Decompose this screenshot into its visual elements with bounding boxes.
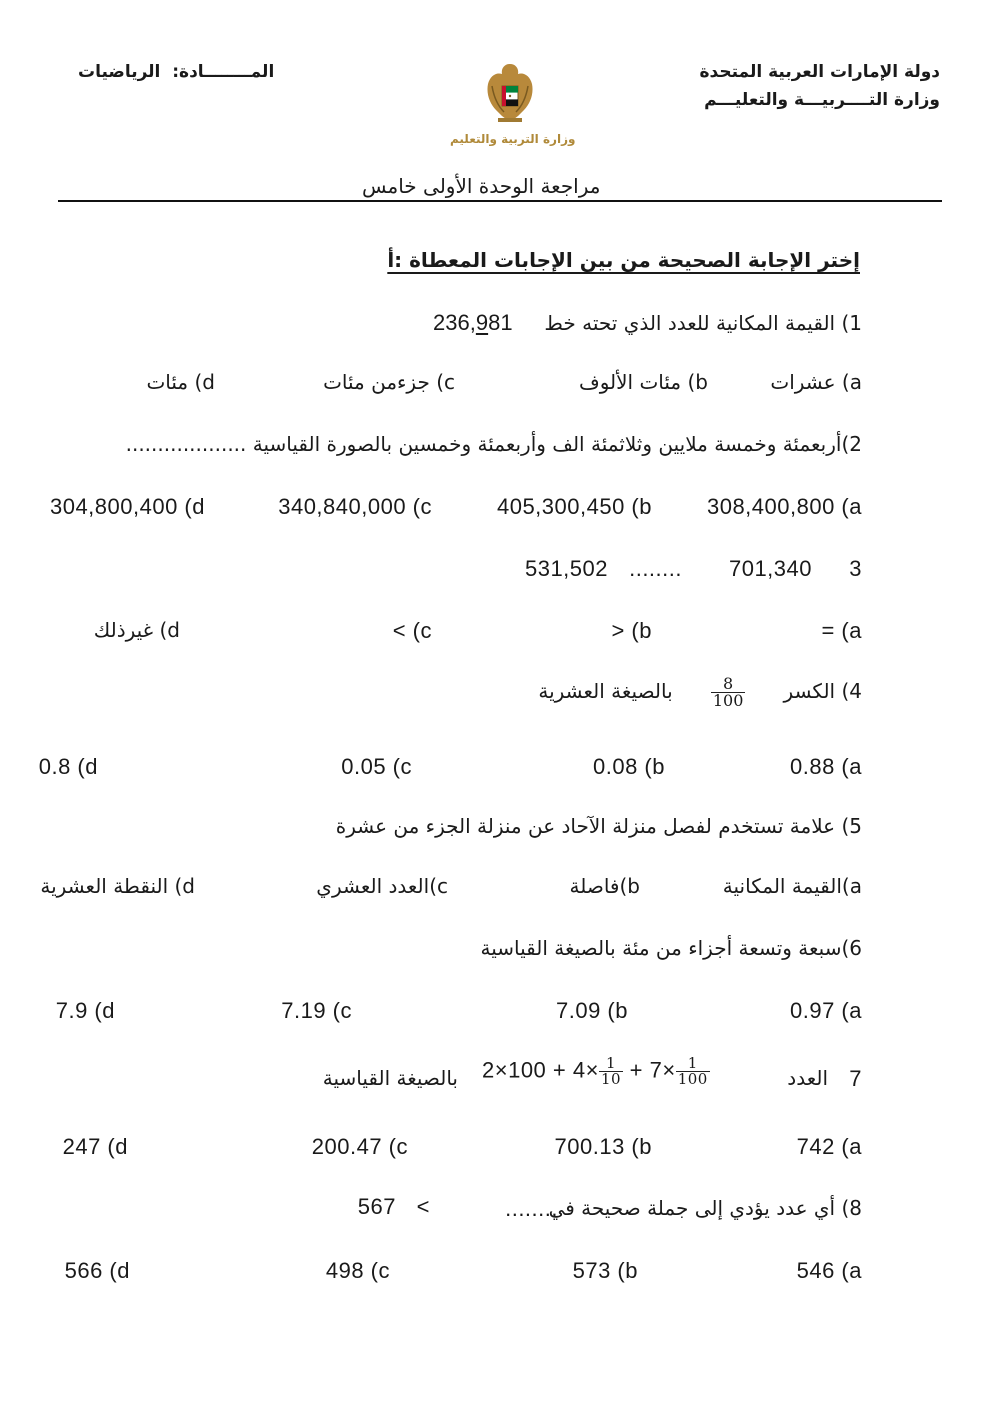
q8-option-b[interactable]: 573 (b: [572, 1258, 638, 1283]
fraction-1-over-100: [676, 1056, 710, 1087]
question-2-text: 2)أربعمئة وخمسة ملايين وثلاثمئة الف وأربعمئة وخمسين بالصورة القياسية ...................: [125, 432, 862, 456]
ministry-name: وزارة التــــربيـــة والتعليـــم: [704, 90, 940, 110]
q8-option-a[interactable]: 546 (a: [796, 1258, 862, 1283]
ministry-logo-caption: وزارة التربية والتعليم: [450, 132, 576, 146]
subject-label: المــــــــادة:: [172, 62, 275, 82]
question-4-prefix: 4) الكسر: [783, 679, 862, 703]
q6-option-b[interactable]: 7.09 (b: [556, 998, 628, 1023]
q3-option-d[interactable]: d) غيرذلك: [93, 618, 180, 642]
question-8-symbol: <: [416, 1194, 430, 1219]
q7-option-a[interactable]: 742 (a: [796, 1134, 862, 1159]
question-4: [538, 676, 862, 709]
subject-value: الرياضيات: [78, 62, 161, 82]
q2-option-a[interactable]: 308,400,800 (a: [706, 494, 862, 519]
question-7-expression: [482, 1056, 710, 1087]
question-7-num: 7: [849, 1066, 862, 1091]
q5-option-c[interactable]: c)العدد العشري: [316, 874, 448, 898]
fraction-denominator: 100: [677, 1070, 708, 1088]
q1-option-d[interactable]: d) مئات: [146, 370, 215, 394]
q5-option-d[interactable]: d) النقطة العشرية: [40, 874, 195, 898]
q1-option-b[interactable]: b) مئات الألوف: [578, 370, 708, 394]
fraction-numerator: 8: [711, 676, 746, 693]
instruction: إختر الإجابة الصحيحة من بين الإجابات المعطاة :أ: [387, 248, 860, 272]
fraction-numerator: 1: [676, 1056, 710, 1072]
q1-option-a[interactable]: a) عشرات: [770, 370, 862, 394]
q6-option-a[interactable]: 0.97 (a: [790, 998, 862, 1023]
q7-option-c[interactable]: 200.47 (c: [311, 1134, 408, 1159]
expression-part: 2×100 + 4×: [482, 1057, 599, 1083]
q6-option-c[interactable]: 7.19 (c: [281, 998, 352, 1023]
q4-option-a[interactable]: 0.88 (a: [790, 754, 862, 779]
question-8-blank: ........: [505, 1196, 558, 1221]
q5-option-a[interactable]: a)القيمة المكانية: [722, 874, 862, 898]
subject-line: [78, 62, 274, 82]
expression-part: + 7×: [629, 1057, 676, 1083]
question-4-suffix: بالصيغة العشرية: [538, 679, 673, 703]
q4-option-b[interactable]: 0.08 (b: [593, 754, 665, 779]
q7-option-b[interactable]: 700.13 (b: [554, 1134, 652, 1159]
q8-option-d[interactable]: 566 (d: [64, 1258, 130, 1283]
q5-option-b[interactable]: b)فاصلة: [569, 874, 640, 898]
q4-option-c[interactable]: 0.05 (c: [341, 754, 412, 779]
question-6-text: 6)سبعة وتسعة أجزاء من مئة بالصيغة القياسية: [480, 936, 862, 960]
fraction-denominator: 100: [712, 691, 744, 710]
underlined-digit: 9: [475, 310, 489, 335]
q8-option-c[interactable]: 498 (c: [325, 1258, 390, 1283]
q2-option-d[interactable]: 304,800,400 (d: [49, 494, 205, 519]
question-5-text: 5) علامة تستخدم لفصل منزلة الآحاد عن منزلة الجزء من عشرة: [335, 814, 862, 838]
question-1: [433, 310, 862, 336]
fraction-numerator: 1: [599, 1056, 623, 1072]
fraction-8-over-100: [711, 676, 746, 709]
question-8-value: 567: [357, 1194, 396, 1219]
number-part: 81: [488, 310, 513, 335]
fraction-denominator: 10: [600, 1070, 622, 1088]
question-3-left-number: 701,340: [728, 556, 812, 581]
page-title: مراجعة الوحدة الأولى خامس: [362, 174, 601, 198]
q4-option-d[interactable]: 0.8 (d: [38, 754, 98, 779]
question-3-num: 3: [849, 556, 862, 581]
q7-option-d[interactable]: 247 (d: [62, 1134, 128, 1159]
fraction-1-over-10: [599, 1056, 623, 1087]
question-1-text: 1) القيمة المكانية للعدد الذي تحته خط: [544, 311, 862, 335]
q2-option-c[interactable]: 340,840,000 (c: [278, 494, 432, 519]
q1-option-c[interactable]: c) جزءمن مئات: [323, 370, 455, 394]
q2-option-b[interactable]: 405,300,450 (b: [496, 494, 652, 519]
question-3-blank: ........: [629, 556, 682, 581]
question-8-text: 8) أي عدد يؤدي إلى جملة صحيحة في: [548, 1196, 862, 1220]
q6-option-d[interactable]: 7.9 (d: [55, 998, 115, 1023]
number-part: 236,: [433, 310, 476, 335]
header-divider: [58, 200, 942, 202]
question-7-label: العدد: [787, 1066, 828, 1090]
q3-option-c[interactable]: < (c: [392, 618, 432, 643]
q3-option-a[interactable]: = (a: [821, 618, 862, 643]
q3-option-b[interactable]: > (b: [611, 618, 652, 643]
question-7-suffix: بالصيغة القياسية: [322, 1066, 458, 1090]
question-1-number: [433, 310, 513, 335]
country-name: دولة الإمارات العربية المتحدة: [699, 62, 940, 82]
uae-emblem-icon: [482, 60, 538, 128]
question-3-right-number: 531,502: [524, 556, 608, 581]
